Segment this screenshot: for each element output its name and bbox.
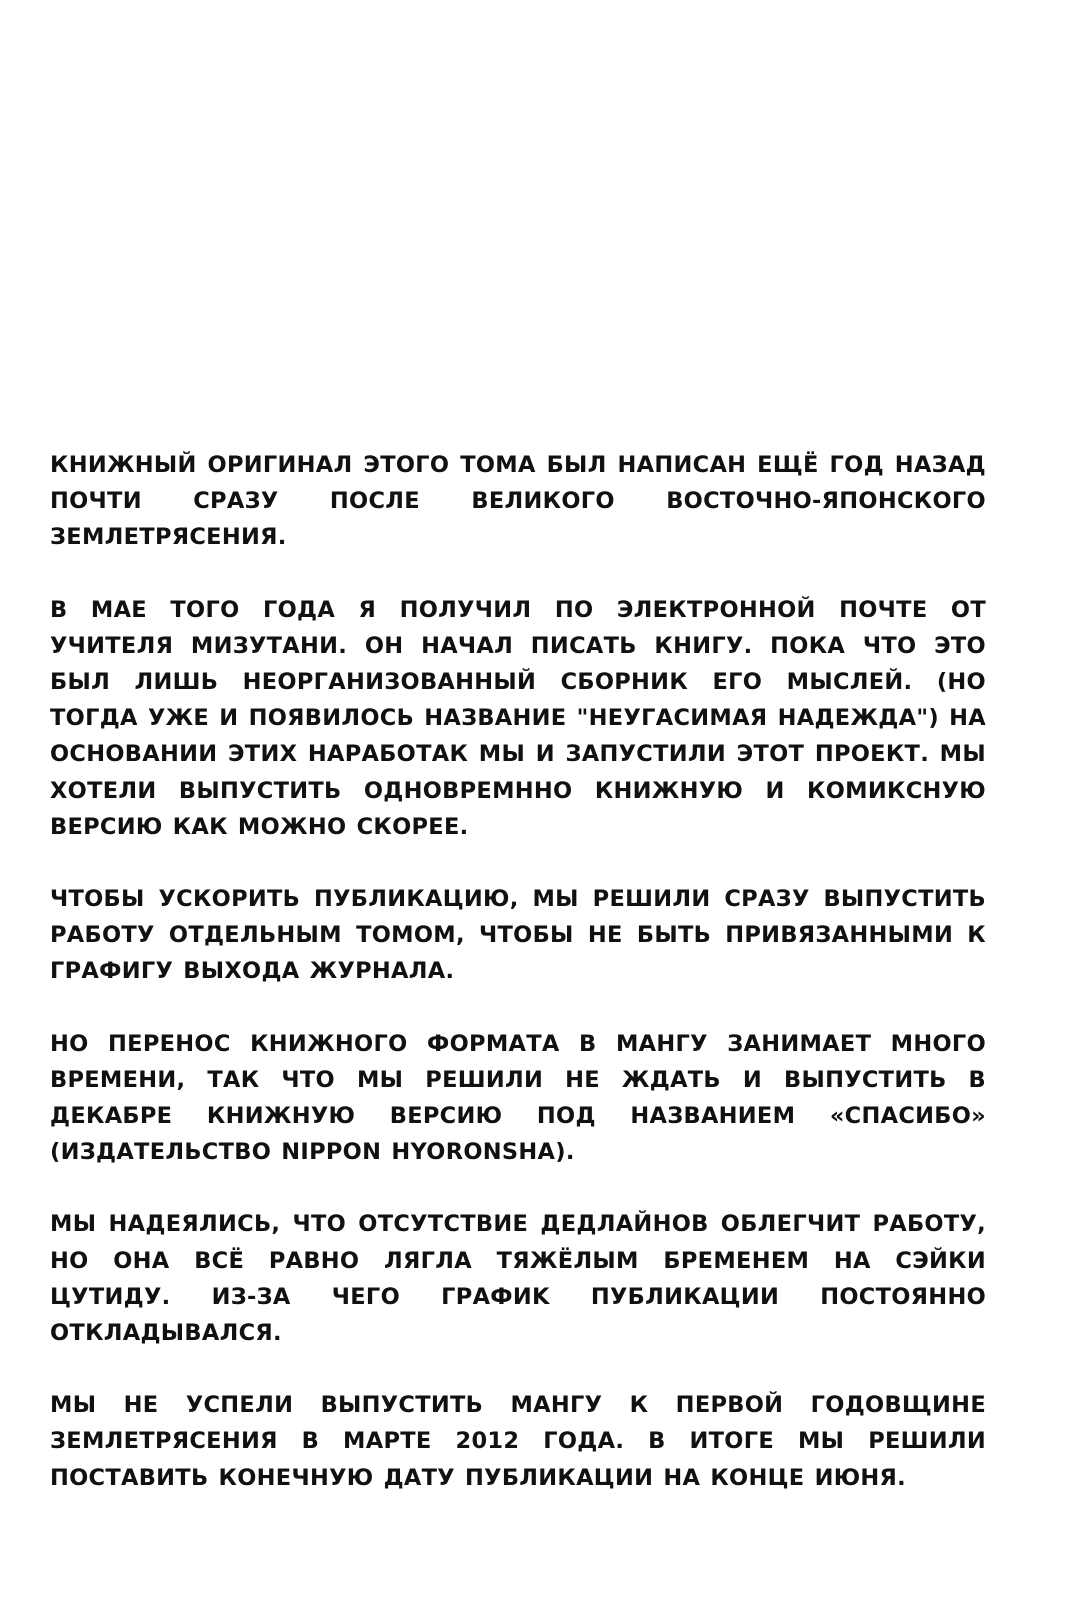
afterword-text xyxy=(50,447,986,1532)
paragraph-4: НО ПЕРЕНОС КНИЖНОГО ФОРМАТА В МАНГУ ЗАНИМАЕТ МНОГО ВРЕМЕНИ, ТАК ЧТО МЫ РЕШИЛИ НЕ ЖДАТЬ И ВЫПУСТИТЬ В ДЕКАБРЕ КНИЖНУЮ ВЕРСИЮ ПОД НАЗВАНИЕМ «СПАСИБО» (ИЗДАТЕЛЬСТВО NIPPON HYORONSHA). xyxy=(50,1030,986,1166)
paragraph-6: МЫ НЕ УСПЕЛИ ВЫПУСТИТЬ МАНГУ К ПЕРВОЙ ГОДОВЩИНЕ ЗЕМЛЕТРЯСЕНИЯ В МАРТЕ 2012 ГОДА. В ИТОГЕ МЫ РЕШИЛИ ПОСТАВИТЬ КОНЕЧНУЮ ДАТУ ПУБЛИКАЦИИ НА КОНЦЕ ИЮНЯ. xyxy=(50,1392,986,1491)
paragraph-3: ЧТОБЫ УСКОРИТЬ ПУБЛИКАЦИЮ, МЫ РЕШИЛИ СРАЗУ ВЫПУСТИТЬ РАБОТУ ОТДЕЛЬНЫМ ТОМОМ, ЧТОБЫ НЕ БЫТЬ ПРИВЯЗАННЫМИ К ГРАФИГУ ВЫХОДА ЖУРНАЛА. xyxy=(50,886,986,985)
paragraph-5: МЫ НАДЕЯЛИСЬ, ЧТО ОТСУТСТВИЕ ДЕДЛАЙНОВ ОБЛЕГЧИТ РАБОТУ, НО ОНА ВСЁ РАВНО ЛЯГЛА ТЯЖЁЛЫМ БРЕМЕНЕМ НА СЭЙКИ ЦУТИДУ. ИЗ-ЗА ЧЕГО ГРАФИK ПУБЛИКАЦИИ ПОСТОЯННО ОТКЛАДЫВАЛСЯ. xyxy=(50,1211,986,1347)
paragraph-1: КНИЖНЫЙ ОРИГИНАЛ ЭТОГО ТОМА БЫЛ НАПИСАН ЕЩЁ ГОД НАЗАД ПОЧТИ СРАЗУ ПОСЛЕ ВЕЛИКОГО ВОСТОЧНО-ЯПОНСКОГО ЗЕМЛЕТРЯСЕНИЯ. xyxy=(50,452,986,551)
paragraph-2: В МАЕ ТОГО ГОДА Я ПОЛУЧИЛ ПО ЭЛЕКТРОННОЙ ПОЧТЕ ОТ УЧИТЕЛЯ МИЗУТАНИ. ОН НАЧАЛ ПИСАТЬ КНИГУ. ПОКА ЧТО ЭТО БЫЛ ЛИШЬ НЕОРГАНИЗОВАННЫЙ СБОРНИК ЕГО МЫСЛЕЙ. (НО ТОГДА УЖЕ И ПОЯВИЛОСЬ НАЗВАНИЕ "НЕУГАСИМАЯ НАДЕЖДА") НА ОСНОВАНИИ ЭТИХ НАРАБОТАК МЫ И ЗАПУСТИЛИ ЭТОТ ПРОЕКТ. МЫ ХОТЕЛИ ВЫПУСТИТЬ ОДНОВРЕМННО КНИЖНУЮ И КОМИКСНУЮ ВЕРСИЮ КАК МОЖНО СКОРЕЕ. xyxy=(50,596,986,840)
